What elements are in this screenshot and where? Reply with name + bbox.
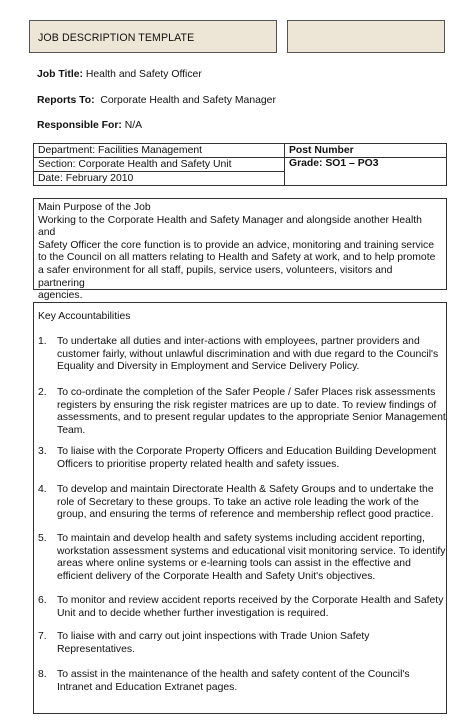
- item-line: areas where online systems or e-learning tools can assist in the effective and: [57, 558, 411, 570]
- grade-cell: [285, 158, 447, 186]
- item-text: [57, 336, 447, 374]
- responsible-for-field: [37, 120, 142, 133]
- purpose-line: a safer environment for all staff, pupils, service users, volunteers, visitors and partnering: [38, 264, 393, 289]
- purpose-line: Working to the Corporate Health and Safety Manager and alongside another Health and: [38, 214, 422, 239]
- item-text: [57, 446, 447, 471]
- reports-to-field: [37, 95, 276, 108]
- item-line: Team.: [57, 424, 86, 436]
- date-cell: Date: February 2010: [34, 172, 285, 186]
- purpose-line: Safety Officer the core function is to provide an advice, monitoring and training service: [38, 239, 435, 251]
- table-row: [34, 144, 447, 158]
- department-cell: Department: Facilities Management: [34, 144, 285, 158]
- item-line: To co-ordinate the completion of the Safer People / Safer Places risk assessments: [57, 387, 436, 398]
- item-line: To undertake all duties and inter-actions with employees, partner providers and: [57, 336, 420, 347]
- item-line: Equality and Diversity in Employment and Service Delivery Policy.: [57, 361, 360, 373]
- reports-to-value: Corporate Health and Safety Manager: [100, 95, 276, 106]
- item-number: 7.: [38, 631, 47, 642]
- main-purpose-box: [33, 198, 447, 302]
- item-line: To liaise with the Corporate Property Officers and Education Building Development: [57, 446, 437, 457]
- item-line: Officers to prioritise property related health and safety issues.: [57, 458, 340, 470]
- item-text: [57, 631, 447, 656]
- main-purpose-heading: Main Purpose of the Job: [38, 202, 151, 213]
- header-blank-box: [287, 20, 445, 53]
- item-line: To monitor and review accident reports received by the Corporate Health and Safety: [57, 595, 444, 606]
- post-number-label: Post Number: [289, 144, 354, 156]
- item-line: workstation assessment systems and educational visit monitoring service. To identify: [57, 545, 446, 557]
- responsible-for-label: Responsible For:: [37, 120, 122, 131]
- item-number: 5.: [38, 533, 47, 544]
- item-text: [57, 484, 447, 522]
- item-text: [57, 595, 447, 620]
- item-text: [57, 533, 447, 583]
- item-line: To maintain and develop health and safety systems including accident reporting,: [57, 533, 425, 544]
- reports-to-label: Reports To:: [37, 95, 95, 106]
- item-line: role of Secretary to these groups. To take an active role leading the work of the: [57, 496, 419, 508]
- item-line: To liaise with and carry out joint inspections with Trade Union Safety: [57, 631, 370, 642]
- department-table: [33, 143, 447, 186]
- job-title-field: [37, 69, 202, 82]
- item-number: 1.: [38, 336, 47, 347]
- job-title-value: Health and Safety Officer: [85, 69, 202, 80]
- responsible-for-value: N/A: [124, 120, 143, 131]
- item-line: Unit and to decide whether further investigation is required.: [57, 607, 329, 619]
- item-line: group, and ensuring the terms of reference and membership reflect good practice.: [57, 509, 434, 521]
- post-number-cell: [285, 144, 447, 158]
- key-accountabilities-heading: Key Accountabilities: [38, 311, 131, 322]
- grade-label: Grade: SO1 – PO3: [289, 158, 379, 169]
- item-line: To develop and maintain Directorate Health & Safety Groups and to undertake the: [57, 484, 434, 495]
- item-line: customer fairly, without unlawful discrimination and with due regard to the Council's: [57, 348, 439, 360]
- key-accountabilities-box: [33, 302, 447, 714]
- item-number: 4.: [38, 484, 47, 495]
- item-line: assessments, and to present regular updates to the appropriate Senior Management: [57, 412, 446, 424]
- purpose-line: agencies.: [38, 290, 83, 302]
- item-number: 2.: [38, 387, 47, 398]
- purpose-line: to the Council on all matters relating to Health and Safety at work, and to help promote: [38, 252, 436, 264]
- item-text: [57, 387, 447, 437]
- item-number: 8.: [38, 669, 47, 680]
- document-title: JOB DESCRIPTION TEMPLATE: [38, 32, 195, 44]
- table-row: [34, 158, 447, 172]
- job-title-label: Job Title:: [37, 69, 83, 80]
- item-line: efficient delivery of the Corporate Health and Safety Unit's objectives.: [57, 570, 376, 582]
- header-title-box: [29, 20, 277, 53]
- section-cell: Section: Corporate Health and Safety Unit: [34, 158, 285, 172]
- item-line: Representatives.: [57, 643, 135, 655]
- item-number: 6.: [38, 595, 47, 606]
- item-text: [57, 669, 447, 694]
- item-number: 3.: [38, 446, 47, 457]
- item-line: To assist in the maintenance of the health and safety content of the Council's: [57, 669, 410, 680]
- item-line: registers by ensuring the risk register matrices are up to date. To review findings of: [57, 399, 437, 411]
- item-line: Intranet and Education Extranet pages.: [57, 681, 238, 693]
